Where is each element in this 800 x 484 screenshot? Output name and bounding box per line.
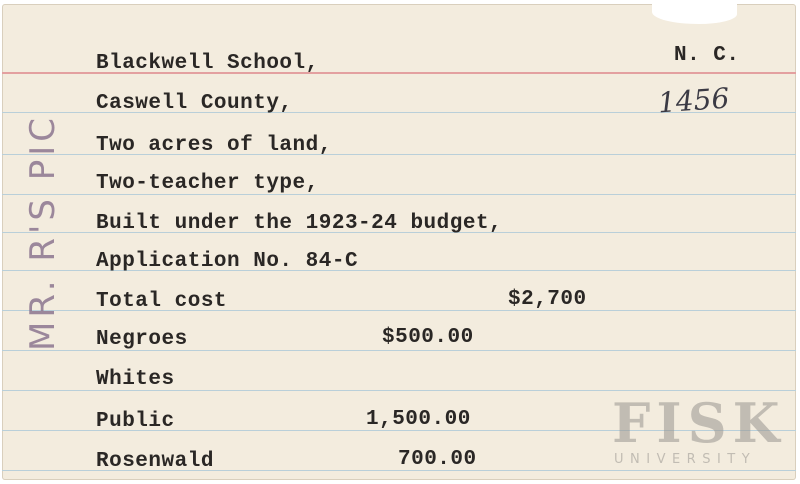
budget-line: Built under the 1923-24 budget, (96, 212, 503, 235)
fisk-university-logo (608, 391, 788, 470)
cost-value-public: 1,500.00 (366, 408, 471, 431)
cost-label-negroes: Negroes (96, 328, 188, 351)
cost-value-rosenwald: 700.00 (398, 448, 477, 471)
logo-name: FISK (612, 391, 786, 455)
cost-value-negroes: $500.00 (382, 326, 474, 349)
school-type: Two-teacher type, (96, 172, 319, 195)
state-code: N. C. (674, 44, 740, 67)
application-number: Application No. 84-C (96, 250, 359, 273)
school-name: Blackwell School, (96, 52, 319, 75)
vertical-stamp: MR. R'S PIC (23, 114, 63, 351)
total-cost-value: $2,700 (508, 288, 587, 311)
torn-corner (652, 4, 737, 24)
total-cost-label: Total cost (96, 290, 228, 313)
cost-label-public: Public (96, 410, 175, 433)
cost-label-whites: Whites (96, 368, 175, 391)
handwritten-number: 1456 (656, 81, 731, 120)
cost-label-rosenwald: Rosenwald (96, 450, 214, 473)
land-size: Two acres of land, (96, 134, 332, 157)
logo-subtitle: UNIVERSITY (614, 452, 757, 467)
county: Caswell County, (96, 92, 293, 115)
